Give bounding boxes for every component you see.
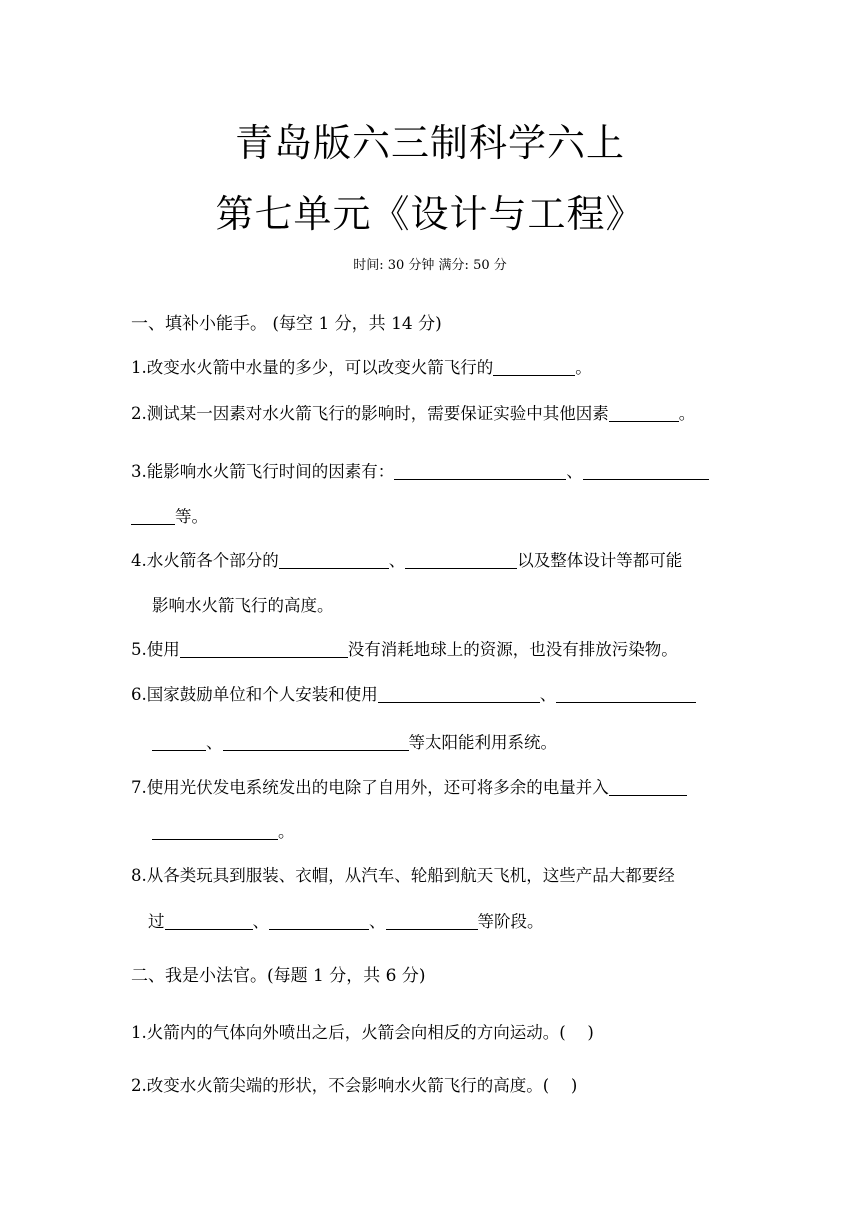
exam-meta: 时间: 30 分钟 满分: 50 分 (353, 258, 507, 273)
question-2-2: 2.改变水火箭尖端的形状，不会影响水火箭飞行的高度。( ) (131, 1076, 578, 1095)
section1-heading: 一、填补小能手。 (每空 1 分，共 14 分) (131, 314, 442, 334)
answer-blank[interactable] (394, 461, 566, 480)
answer-blank[interactable] (152, 732, 206, 751)
question-1-6-cont: 、 等太阳能利用系统。 (152, 729, 557, 753)
question-1-4: 4.水火箭各个部分的 、 以及整体设计等都可能 (131, 551, 683, 570)
question-2-1: 1.火箭内的气体向外喷出之后，火箭会向相反的方向运动。( ) (131, 1023, 594, 1042)
question-1-8-cont: 过 、 、 等阶段。 (148, 912, 544, 931)
question-1-3: 3.能影响水火箭飞行时间的因素有： 、 (131, 458, 709, 482)
question-1-6: 6.国家鼓励单位和个人安装和使用 、 (131, 681, 696, 705)
answer-paren[interactable]: ( ) (559, 1023, 594, 1042)
question-1-4-cont: 影响水火箭飞行的高度。 (152, 596, 334, 615)
question-1-1: 1.改变水火箭中水量的多少，可以改变火箭飞行的 。 (131, 358, 592, 377)
question-1-2: 2.测试某一因素对水火箭飞行的影响时，需要保证实验中其他因素 。 (131, 404, 696, 423)
answer-blank[interactable] (152, 821, 278, 840)
answer-blank[interactable] (131, 506, 175, 525)
answer-blank[interactable] (269, 911, 369, 930)
answer-blank[interactable] (180, 639, 348, 658)
page-subtitle: 第七单元《设计与工程》 (215, 192, 645, 236)
answer-blank[interactable] (386, 911, 478, 930)
answer-blank[interactable] (223, 732, 409, 751)
answer-paren[interactable]: ( ) (542, 1076, 578, 1095)
answer-blank[interactable] (493, 357, 575, 376)
question-1-5: 5.使用 没有消耗地球上的资源，也没有排放污染物。 (131, 640, 678, 659)
answer-blank[interactable] (609, 403, 679, 422)
question-1-8: 8.从各类玩具到服装、衣帽，从汽车、轮船到航天飞机，这些产品大都要经 (131, 866, 675, 885)
question-1-7-cont: 。 (152, 818, 295, 842)
answer-blank[interactable] (405, 550, 517, 569)
answer-blank[interactable] (378, 684, 540, 703)
answer-blank[interactable] (165, 911, 253, 930)
answer-blank[interactable] (583, 461, 709, 480)
question-1-7: 7.使用光伏发电系统发出的电除了自用外，还可将多余的电量并入 (131, 774, 687, 798)
section2-heading: 二、我是小法官。(每题 1 分，共 6 分) (131, 966, 426, 986)
answer-blank[interactable] (556, 684, 696, 703)
question-1-3-cont: 等。 (131, 503, 208, 527)
answer-blank[interactable] (609, 777, 687, 796)
page-title: 青岛版六三制科学六上 (234, 121, 625, 165)
answer-blank[interactable] (279, 550, 389, 569)
